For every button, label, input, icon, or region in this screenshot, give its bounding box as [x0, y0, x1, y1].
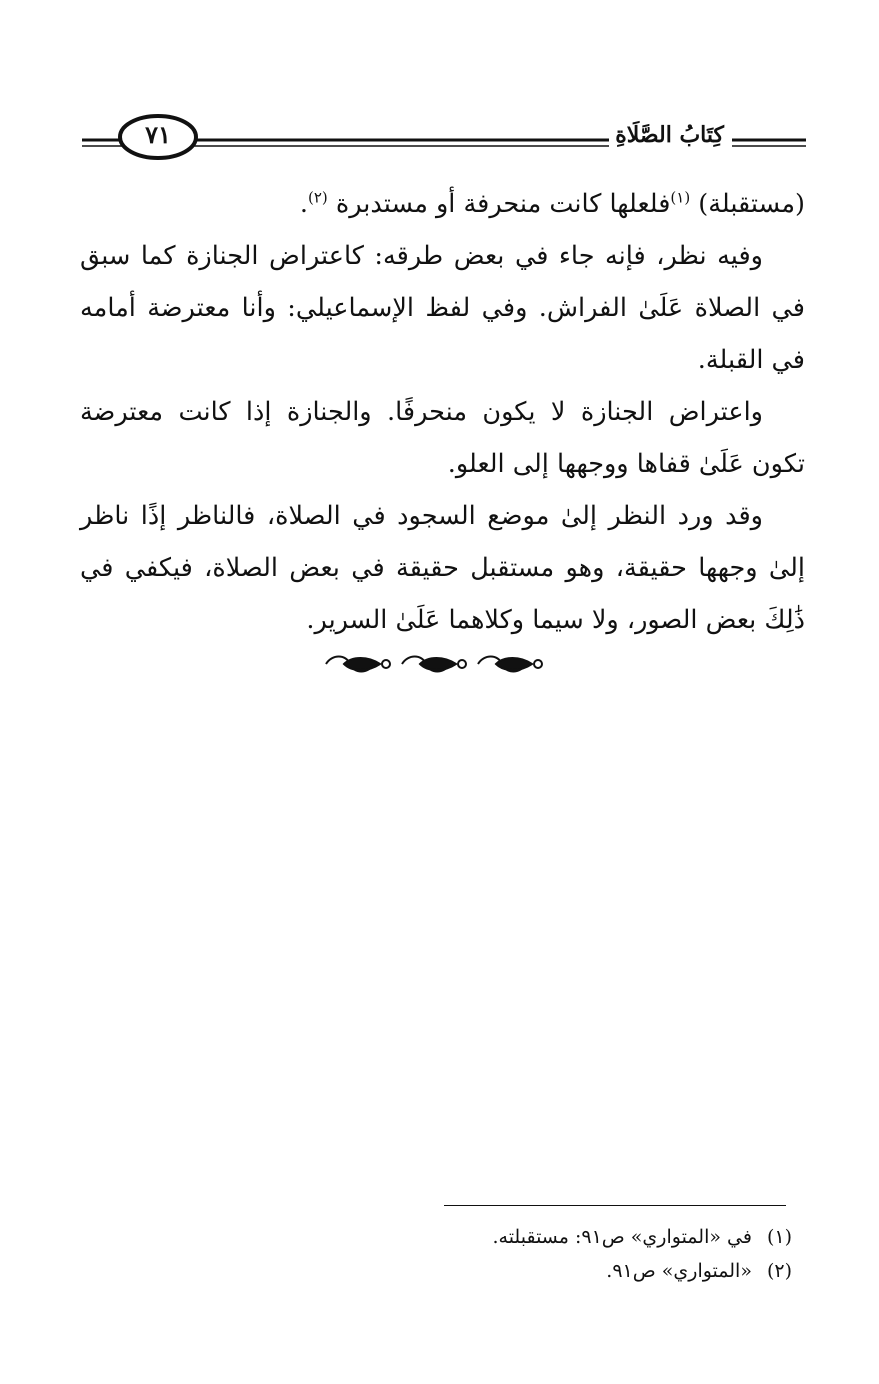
p1-start: (مستقبلة) — [698, 189, 805, 219]
footnote-number: (١) — [766, 1226, 792, 1248]
footnote-text: في «المتواري» ص٩١: مستقبلته. — [492, 1226, 752, 1248]
running-header — [80, 110, 808, 162]
paragraph-3: واعتراض الجنازة لا يكون منحرفًا. والجنازة إذا كانت معترضة تكون عَلَىٰ قفاها ووجهها إلى العلو. — [80, 397, 805, 479]
footnotes — [300, 1220, 792, 1288]
page-number: ٧١ — [145, 120, 171, 149]
p1-mid: فلعلها كانت منحرفة أو مستدبرة — [335, 189, 671, 219]
footnote-2 — [300, 1254, 792, 1288]
footnote-text: «المتواري» ص٩١. — [606, 1260, 752, 1282]
footnote-number: (٢) — [766, 1260, 792, 1282]
p1-end: . — [299, 189, 308, 219]
footnote-ref-2: (٢) — [307, 188, 328, 207]
footnote-1 — [300, 1220, 792, 1254]
paragraph-4: وقد ورد النظر إلىٰ موضع السجود في الصلاة، فالناظر إذًا ناظر إلىٰ وجهها حقيقة، وهو مستقبل حقيقة في بعض الصلاة، فيكفي في ذَٰلِكَ بعض الصور، ولا سيما وكلاهما عَلَىٰ السرير. — [80, 501, 805, 635]
paragraph-1 — [80, 178, 805, 230]
footnote-ref-1: (١) — [670, 188, 691, 207]
main-text — [80, 178, 805, 646]
paragraph-2: وفيه نظر، فإنه جاء في بعض طرقه: كاعتراض الجنازة كما سبق في الصلاة عَلَىٰ الفراش. وفي لفظ الإسماعيلي: وأنا معترضة أمامه في القبلة. — [80, 241, 805, 375]
footnote-separator — [444, 1205, 786, 1206]
book-title: كِتَابُ الصَّلَاةِ — [609, 120, 730, 150]
section-ornament — [320, 650, 550, 678]
